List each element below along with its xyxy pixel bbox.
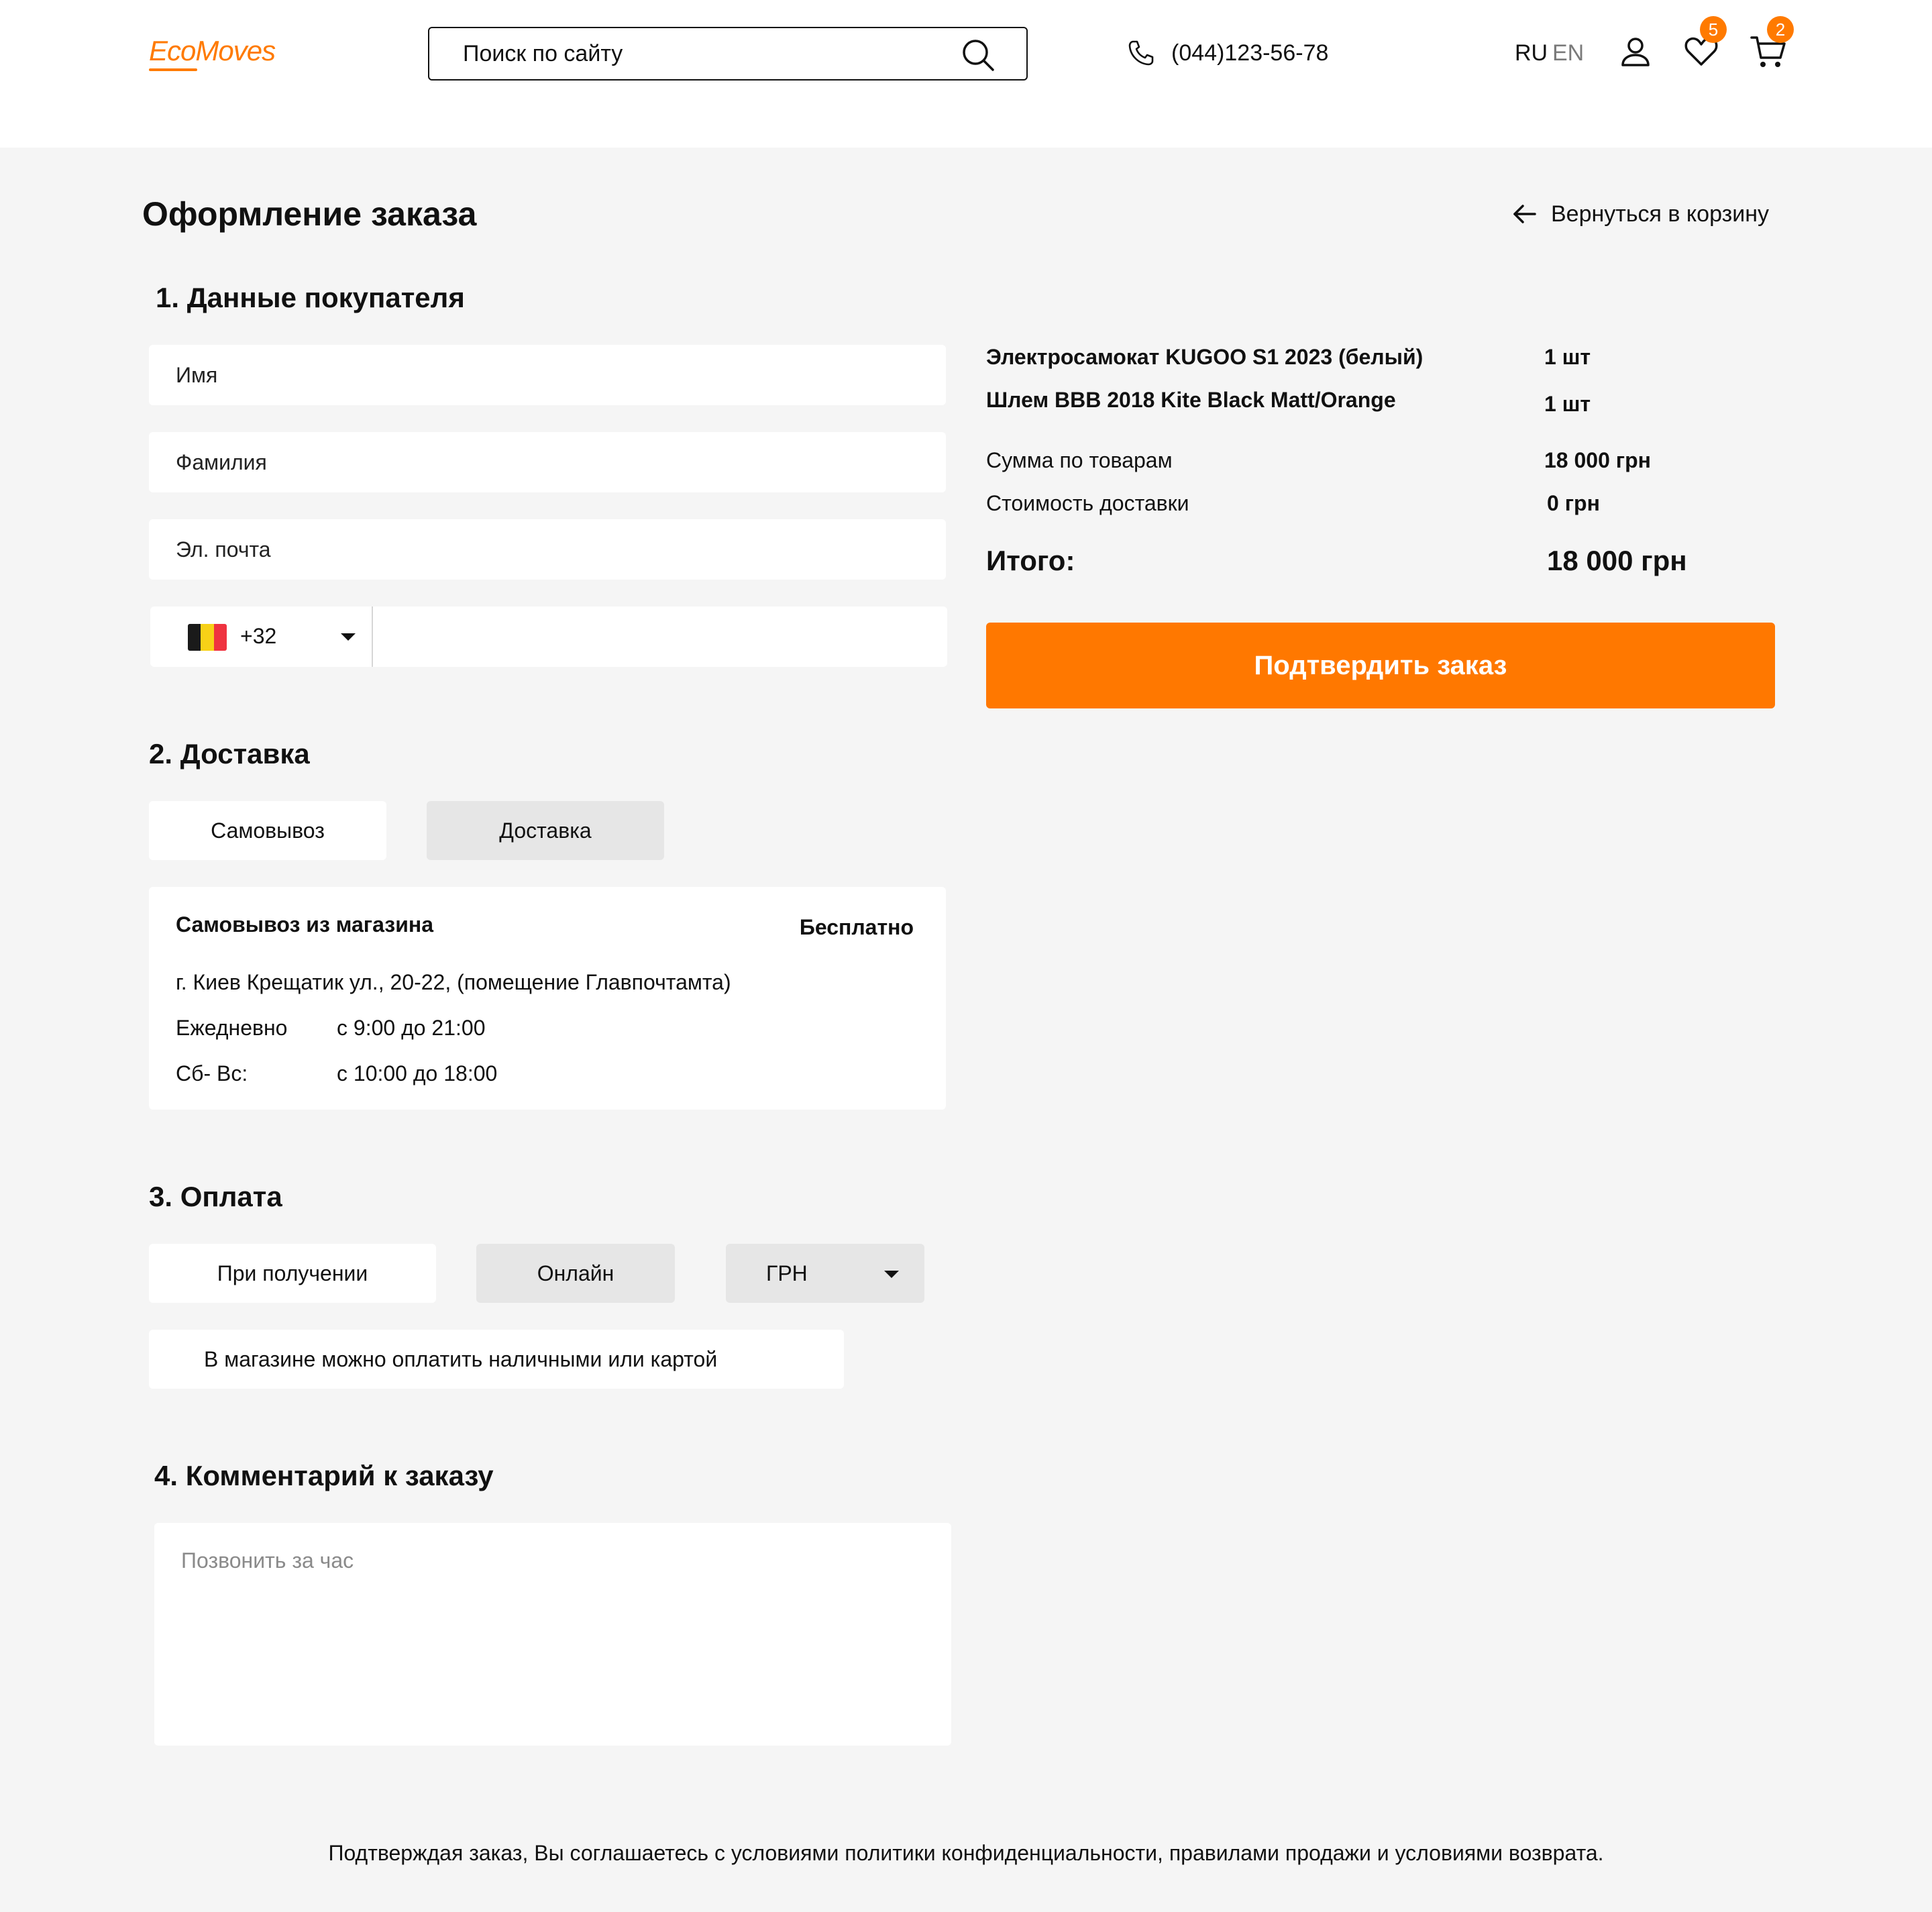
pickup-address: г. Киев Крещатик ул., 20-22, (помещение Главпочтамта) — [176, 970, 731, 994]
buyer-section-title: 1. Данные покупателя — [156, 282, 465, 313]
payment-section-title: 3. Оплата — [149, 1181, 282, 1212]
arrow-left-icon — [1511, 201, 1538, 227]
summary-item-name: Шлем BBB 2018 Kite Black Matt/Orange — [986, 388, 1396, 412]
delivery-option-courier[interactable]: Доставка — [427, 801, 664, 860]
delivery-section-title: 2. Доставка — [149, 738, 310, 769]
phone-number-link[interactable]: (044)123-56-78 — [1171, 40, 1329, 66]
pickup-info-card — [149, 887, 946, 1110]
country-code-select[interactable] — [150, 606, 373, 667]
payment-option-online[interactable]: Онлайн — [476, 1244, 675, 1303]
lang-en[interactable]: EN — [1552, 40, 1585, 66]
search-input[interactable] — [463, 34, 932, 74]
cart-count-badge: 2 — [1767, 16, 1794, 43]
comment-section-title: 4. Комментарий к заказу — [154, 1460, 494, 1491]
currency-select[interactable] — [726, 1244, 924, 1303]
phone-icon — [1127, 39, 1155, 67]
pickup-title: Самовывоз из магазина — [176, 912, 433, 937]
email-input[interactable] — [176, 529, 914, 570]
total-value: 18 000 грн — [1547, 545, 1687, 576]
lang-ru[interactable]: RU — [1515, 40, 1548, 66]
pickup-price: Бесплатно — [799, 915, 914, 939]
payment-option-on-receipt[interactable]: При получении — [149, 1244, 436, 1303]
payment-note: В магазине можно оплатить наличными или картой — [149, 1330, 844, 1389]
schedule-hours: с 10:00 до 18:00 — [337, 1061, 498, 1085]
subtotal-label: Сумма по товарам — [986, 448, 1173, 472]
back-to-cart-link[interactable] — [1511, 197, 1769, 231]
schedule-hours: с 9:00 до 21:00 — [337, 1016, 486, 1040]
wishlist-count-badge: 5 — [1700, 16, 1727, 43]
first-name-field — [149, 345, 946, 405]
phone-number-input[interactable] — [385, 617, 922, 657]
chevron-down-icon — [884, 1271, 899, 1278]
schedule-days: Ежедневно — [176, 1016, 288, 1040]
email-field — [149, 519, 946, 580]
shipping-value: 0 грн — [1547, 491, 1600, 515]
shipping-label: Стоимость доставки — [986, 491, 1189, 515]
last-name-input[interactable] — [176, 442, 914, 482]
site-header — [0, 0, 1932, 148]
terms-note: Подтверждая заказ, Вы соглашаетесь с условиями политики конфиденциальности, правилами продажи и условиями возврата. — [328, 1841, 1604, 1865]
back-to-cart-label: Вернуться в корзину — [1551, 201, 1769, 227]
first-name-input[interactable] — [176, 355, 914, 395]
currency-value: ГРН — [766, 1261, 808, 1285]
last-name-field — [149, 432, 946, 492]
confirm-order-button[interactable]: Подтвердить заказ — [986, 623, 1775, 708]
schedule-days: Сб- Вс: — [176, 1061, 248, 1085]
summary-item-qty: 1 шт — [1544, 392, 1591, 416]
belgium-flag-icon — [188, 624, 227, 651]
page-title: Оформление заказа — [142, 195, 477, 233]
logo-underline — [149, 68, 197, 71]
phone-field — [150, 606, 947, 667]
logo[interactable]: EcoMoves — [149, 35, 276, 66]
total-label: Итого: — [986, 545, 1075, 576]
search-box — [428, 27, 1028, 81]
summary-item-name: Электросамокат KUGOO S1 2023 (белый) — [986, 345, 1424, 369]
country-dial-code: +32 — [240, 624, 277, 648]
search-icon[interactable] — [961, 38, 996, 72]
delivery-option-pickup[interactable]: Самовывоз — [149, 801, 386, 860]
subtotal-value: 18 000 грн — [1544, 448, 1651, 472]
order-comment-textarea[interactable] — [154, 1523, 951, 1746]
chevron-down-icon — [341, 633, 356, 641]
summary-item-qty: 1 шт — [1544, 345, 1591, 369]
user-icon[interactable] — [1617, 34, 1654, 71]
